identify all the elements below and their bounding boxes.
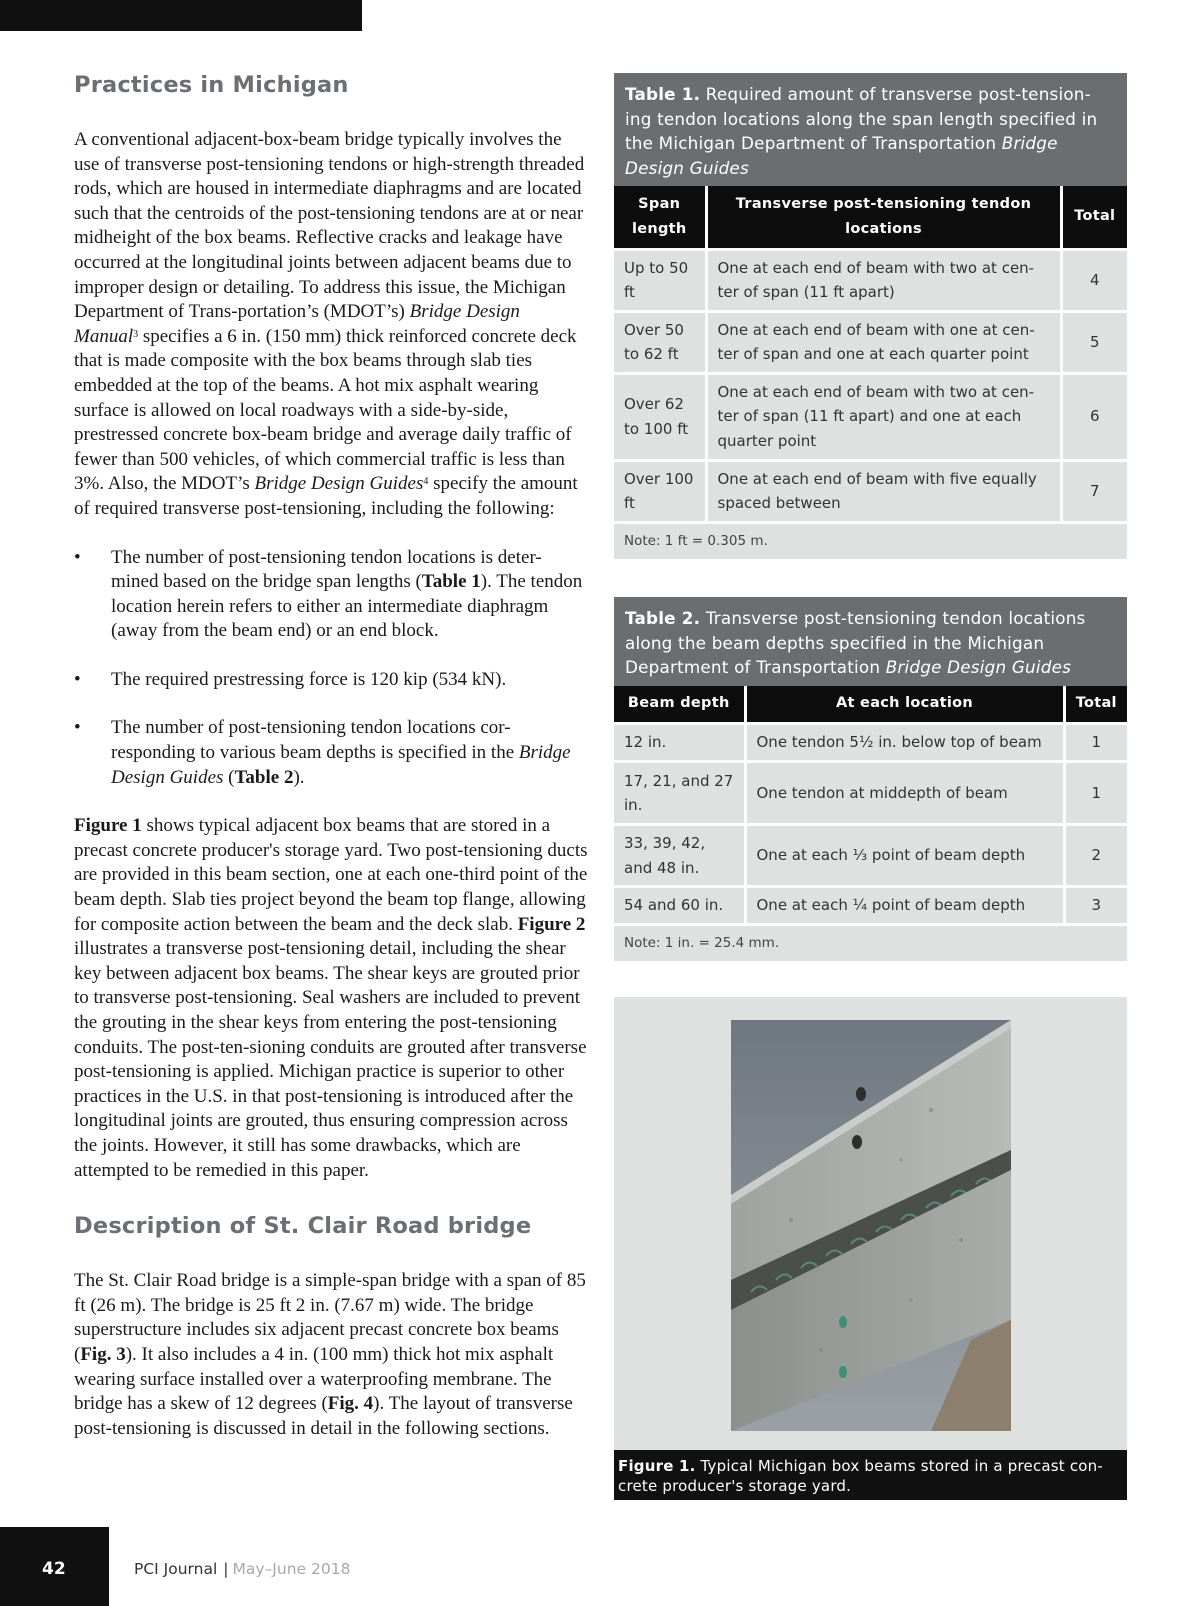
journal-footer: PCI Journal | May–June 2018 [134,1560,351,1578]
section-heading: Description of St. Clair Road bridge [74,1213,532,1240]
section-heading: Practices in Michigan [74,72,349,98]
table-1 [614,73,1127,559]
table-caption: Table 1. Required amount of transverse post-tension-ing tendon locations along the span length specified in the Michigan Department of Transportation Bridge Design Guides [614,73,1127,186]
journal-name: PCI Journal [134,1560,218,1578]
table-cell: One tendon at middepth of beam [745,762,1064,825]
table-cell: Up to 50 ft [614,249,706,311]
table-caption: Table 2. Transverse post-tensioning tendon locations along the beam depths specified in the Michigan Department of Transportation Bridge Design Guides [614,597,1127,686]
column-header: Beam depth [614,686,745,724]
table-cell: One at each end of beam with two at cen-ter of span (11 ft apart) [706,249,1061,311]
table-cell: One tendon 5½ in. below top of beam [745,724,1064,762]
table-cell: 5 [1061,311,1127,373]
table-cell: 4 [1061,249,1127,311]
figure-reference: Figure 1 [74,815,142,837]
table-row [614,887,1127,925]
table-note: Note: 1 in. = 25.4 mm. [614,925,1127,961]
data-table [614,186,1127,559]
table-note: Note: 1 ft = 0.305 m. [614,522,1127,559]
table-cell: 17, 21, and 27 in. [614,762,745,825]
table-row [614,724,1127,762]
column-header: Span length [614,186,706,249]
paragraph: A conventional adjacent-box-beam bridge typically involves the use of transverse post-tensioning tendons or high-strength threaded rods, which are housed in intermediate diaphragms and are located such that the centroids of the post-tensioning tendons are at or near midheight of the box beams. Reflective cracks and leakage have occurred at the longitudinal joints between adjacent beams due to improper design or detailing. To address this issue, the Michigan Department of Trans-portation’s (MDOT’s) Bridge Design Manual$^3$ specifies a 6 in. (150 mm) thick reinforced concrete deck that is made composite with the box beams through slab ties embedded at the top of the beams. A hot mix asphalt wearing surface is allowed on local roadways with a side-by-side, prestressed concrete box-beam bridge and average daily traffic of fewer than 500 vehicles, of which commercial traffic is less than 3%. Also, the MDOT’s Bridge Design Guides$^4$ specify the amount of required transverse post-tensioning, including the following: [74,129,585,519]
table-cell: 7 [1061,460,1127,522]
table-cell: 12 in. [614,724,745,762]
figure-reference: Fig. 4 [327,1393,374,1415]
table-cell: 33, 39, 42, and 48 in. [614,825,745,887]
page-number: 42 [42,1559,66,1579]
table-cell: 6 [1061,373,1127,460]
figure-caption: Figure 1. Typical Michigan box beams stored in a precast con-crete producer's storage yard. [614,1450,1127,1500]
list-item: • The number of post-tensioning tendon locations is deter-mined based on the bridge span lengths (Table 1). The tendon location herein refers to either an intermediate diaphragm (away from the beam end) or an end block. [74,546,583,642]
table-row [614,825,1127,887]
table-row [614,249,1127,311]
table-row [614,762,1127,825]
table-cell: One at each end of beam with five equally spaced between [706,460,1061,522]
table-cell: 54 and 60 in. [614,887,745,925]
table-cell: 1 [1064,724,1127,762]
table-cell: 2 [1064,825,1127,887]
bullet-list [74,546,588,791]
column-header: Total [1061,186,1127,249]
figure-reference: Figure 2 [517,913,586,935]
table-row [614,460,1127,522]
table-reference: Table 2 [234,766,294,788]
paragraph: The St. Clair Road bridge is a simple-span bridge with a span of 85 ft (26 m). The bridge is 25 ft 2 in. (7.67 m) wide. The bridge superstructure includes six adjacent precast concrete box beams (Fig. 3). It also includes a 4 in. (100 mm) thick hot mix asphalt wearing surface installed over a waterproofing membrane. The bridge has a skew of 12 degrees (Fig. 4). The layout of transverse post-tensioning is discussed in detail in the following sections. [74,1270,586,1439]
paragraph: Figure 1 shows typical adjacent box beams that are stored in a precast concrete producer's storage yard. Two post-tensioning ducts are provided in this beam section, one at each one-third point of the beam depth. Slab ties project beyond the beam top flange, allowing for composite action between the beam and the deck slab. Figure 2 illustrates a transverse post-tensioning detail, including the shear key between adjacent box beams. The shear keys are grouted prior to transverse post-tensioning. Seal washers are included to prevent the grouting in the shear keys from entering the post-tensioning conduits. The post-ten-sioning conduits are grouted after transverse post-tensioning is applied. Michigan practice is superior to other practices in the U.S. in that post-tensioning is introduced after the longitudinal joints are grouted, thus ensuring compression across the joints. However, it still has some drawbacks, which are attempted to be remedied in this paper. [74,815,588,1181]
column-header: Transverse post-tensioning tendon locations [706,186,1061,249]
figure-reference: Fig. 3 [80,1343,126,1365]
list-item: • The required prestressing force is 120 kip (534 kN). [74,668,507,690]
table-row [614,373,1127,460]
box-beams-photo [731,1020,1011,1431]
figure-1 [614,997,1127,1500]
data-table [614,686,1127,961]
main-column [74,72,588,1441]
table-cell: 1 [1064,762,1127,825]
table-cell: One at each end of beam with one at cen-ter of span and one at each quarter point [706,311,1061,373]
table-cell: Over 62 to 100 ft [614,373,706,460]
table-cell: 3 [1064,887,1127,925]
table-reference: Table 1 [421,571,481,593]
table-cell: One at each ⅓ point of beam depth [745,825,1064,887]
table-cell: One at each ¼ point of beam depth [745,887,1064,925]
table-cell: Over 100 ft [614,460,706,522]
column-header: At each location [745,686,1064,724]
table-2 [614,597,1127,961]
column-header: Total [1064,686,1127,724]
table-row [614,311,1127,373]
header-bar [0,0,362,31]
table-cell: Over 50 to 62 ft [614,311,706,373]
table-cell: One at each end of beam with two at cen-ter of span (11 ft apart) and one at each quarter point [706,373,1061,460]
issue-date: May–June 2018 [232,1560,351,1578]
list-item: • The number of post-tensioning tendon locations cor-responding to various beam depths is specified in the Bridge Design Guides (Table 2). [74,717,571,788]
